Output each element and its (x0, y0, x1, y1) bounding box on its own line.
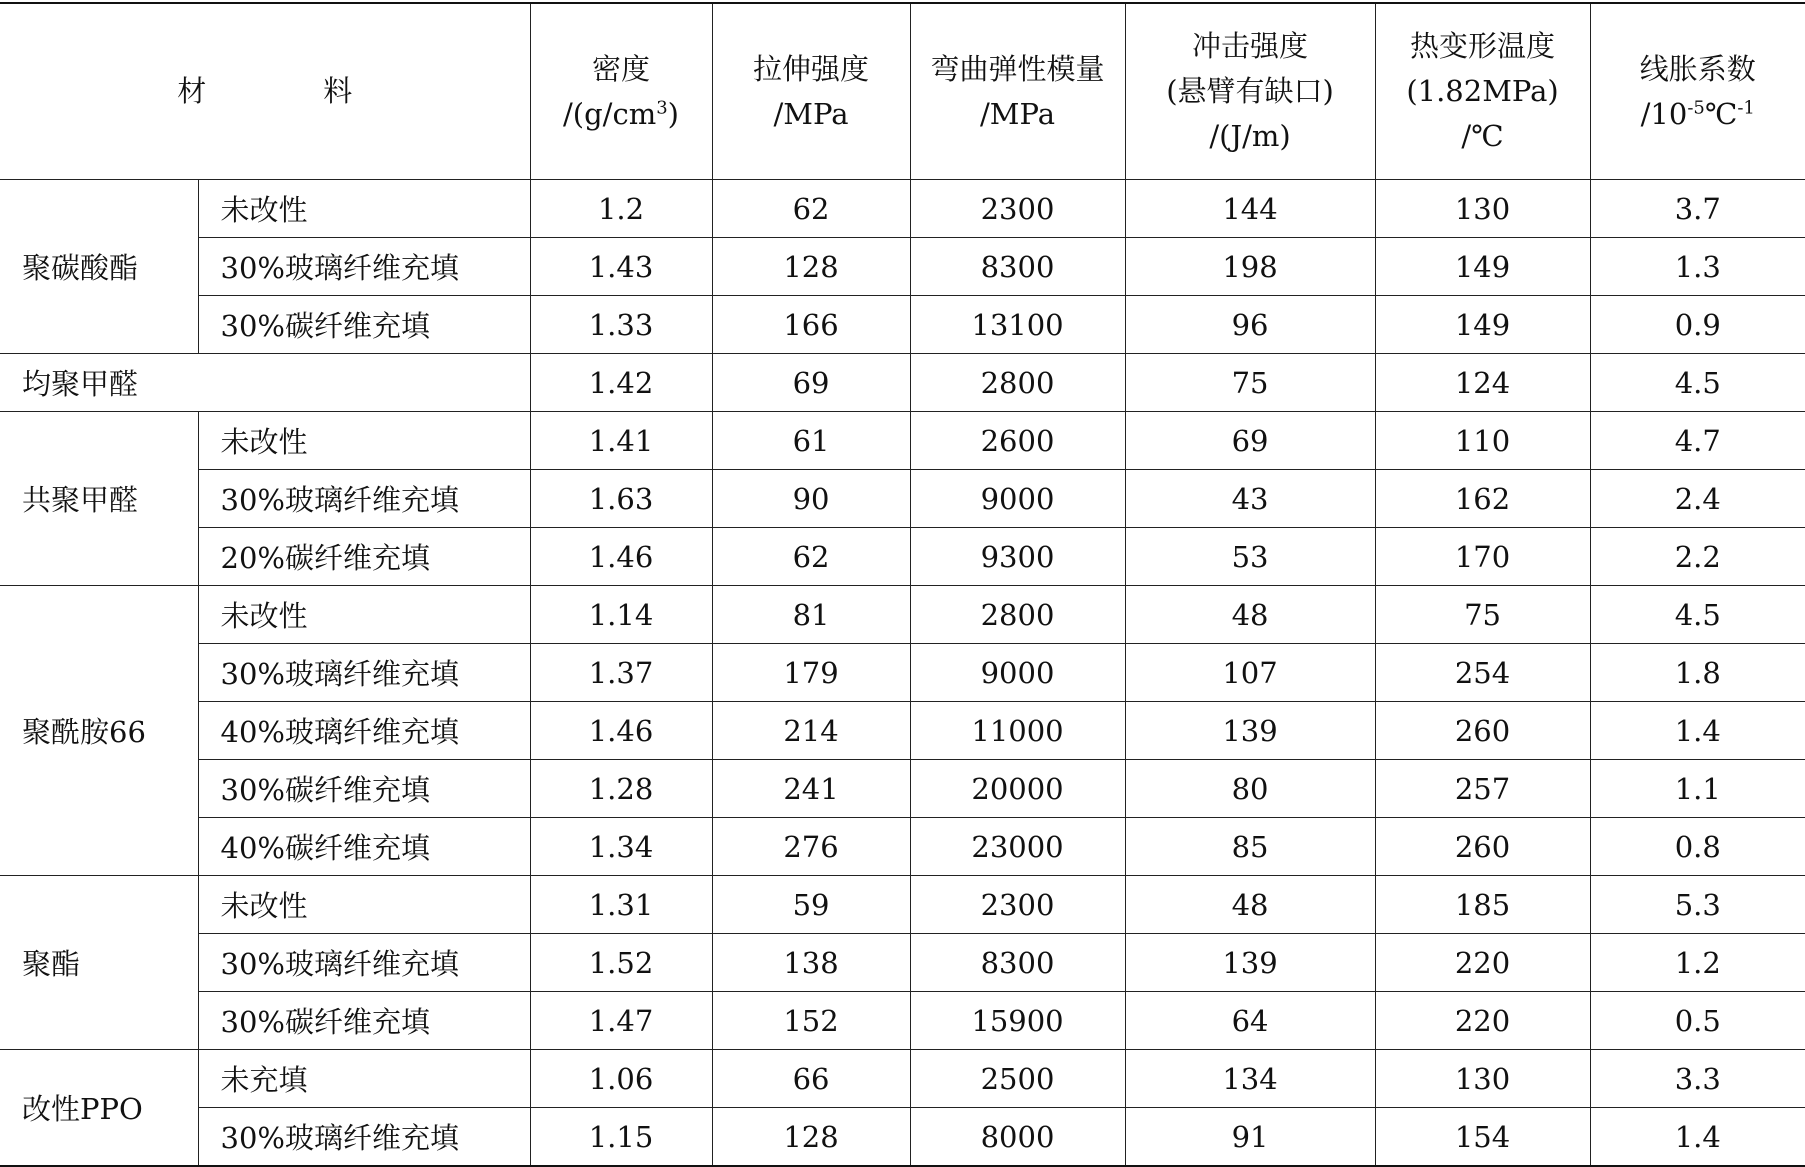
hdt-cell: 170 (1375, 528, 1590, 586)
material-variant-cell: 20%碳纤维充填 (198, 528, 530, 586)
cte-cell: 0.9 (1590, 296, 1805, 354)
header-tensile-strength: 拉伸强度 /MPa (712, 3, 910, 180)
cte-cell: 4.7 (1590, 412, 1805, 470)
hdt-cell: 149 (1375, 296, 1590, 354)
table-row (0, 992, 1805, 1050)
material-variant-cell: 30%玻璃纤维充填 (198, 238, 530, 296)
cte-cell: 1.4 (1590, 702, 1805, 760)
material-variant-cell: 30%玻璃纤维充填 (198, 1108, 530, 1167)
cte-cell: 2.2 (1590, 528, 1805, 586)
impact-cell: 48 (1125, 876, 1375, 934)
tensile-cell: 179 (712, 644, 910, 702)
table-row (0, 412, 1805, 470)
table-row (0, 586, 1805, 644)
material-group-cell: 聚酰胺66 (0, 586, 198, 876)
material-group-cell: 改性PPO (0, 1050, 198, 1167)
impact-cell: 144 (1125, 180, 1375, 238)
impact-cell: 134 (1125, 1050, 1375, 1108)
material-variant-cell: 未改性 (198, 412, 530, 470)
flexural-cell: 2800 (910, 354, 1125, 412)
cte-cell: 1.3 (1590, 238, 1805, 296)
cte-cell: 1.1 (1590, 760, 1805, 818)
density-cell: 1.31 (530, 876, 712, 934)
tensile-cell: 90 (712, 470, 910, 528)
flexural-cell: 13100 (910, 296, 1125, 354)
tensile-cell: 214 (712, 702, 910, 760)
hdt-cell: 220 (1375, 992, 1590, 1050)
flexural-cell: 20000 (910, 760, 1125, 818)
density-cell: 1.15 (530, 1108, 712, 1167)
table-row (0, 238, 1805, 296)
tensile-cell: 128 (712, 1108, 910, 1167)
material-group-cell: 共聚甲醛 (0, 412, 198, 586)
density-cell: 1.41 (530, 412, 712, 470)
cte-cell: 4.5 (1590, 586, 1805, 644)
cte-cell: 1.4 (1590, 1108, 1805, 1167)
impact-cell: 139 (1125, 702, 1375, 760)
header-flexural-modulus: 弯曲弹性模量 /MPa (910, 3, 1125, 180)
flexural-cell: 2300 (910, 180, 1125, 238)
header-material: 材 料 (0, 3, 530, 180)
cte-cell: 0.5 (1590, 992, 1805, 1050)
hdt-cell: 220 (1375, 934, 1590, 992)
hdt-cell: 154 (1375, 1108, 1590, 1167)
impact-cell: 107 (1125, 644, 1375, 702)
table-row (0, 296, 1805, 354)
material-variant-cell: 30%玻璃纤维充填 (198, 934, 530, 992)
material-variant-cell: 40%碳纤维充填 (198, 818, 530, 876)
material-group-cell: 均聚甲醛 (0, 354, 530, 412)
tensile-cell: 62 (712, 180, 910, 238)
tensile-cell: 241 (712, 760, 910, 818)
table-row (0, 702, 1805, 760)
header-heat-deflection-temp: 热变形温度 (1.82MPa) /℃ (1375, 3, 1590, 180)
header-impact-strength: 冲击强度 (悬臂有缺口) /(J/m) (1125, 3, 1375, 180)
flexural-cell: 8300 (910, 238, 1125, 296)
impact-cell: 64 (1125, 992, 1375, 1050)
hdt-cell: 162 (1375, 470, 1590, 528)
material-variant-cell: 未改性 (198, 180, 530, 238)
table-row (0, 876, 1805, 934)
flexural-cell: 2500 (910, 1050, 1125, 1108)
tensile-cell: 128 (712, 238, 910, 296)
flexural-cell: 11000 (910, 702, 1125, 760)
material-variant-cell: 40%玻璃纤维充填 (198, 702, 530, 760)
tensile-cell: 138 (712, 934, 910, 992)
impact-cell: 80 (1125, 760, 1375, 818)
impact-cell: 48 (1125, 586, 1375, 644)
tensile-cell: 166 (712, 296, 910, 354)
flexural-cell: 2800 (910, 586, 1125, 644)
impact-cell: 43 (1125, 470, 1375, 528)
density-cell: 1.52 (530, 934, 712, 992)
table-row (0, 818, 1805, 876)
hdt-cell: 260 (1375, 818, 1590, 876)
table-row (0, 934, 1805, 992)
material-variant-cell: 30%碳纤维充填 (198, 760, 530, 818)
header-linear-expansion: 线胀系数 $/10^{-5}℃^{-1}$ (1590, 3, 1805, 180)
hdt-cell: 130 (1375, 1050, 1590, 1108)
table-row (0, 354, 1805, 412)
cte-cell: 0.8 (1590, 818, 1805, 876)
tensile-cell: 61 (712, 412, 910, 470)
material-variant-cell: 30%玻璃纤维充填 (198, 644, 530, 702)
density-cell: 1.46 (530, 528, 712, 586)
hdt-cell: 149 (1375, 238, 1590, 296)
impact-cell: 139 (1125, 934, 1375, 992)
flexural-cell: 8000 (910, 1108, 1125, 1167)
tensile-cell: 62 (712, 528, 910, 586)
hdt-cell: 130 (1375, 180, 1590, 238)
flexural-cell: 15900 (910, 992, 1125, 1050)
material-properties-table (0, 2, 1805, 1167)
material-group-cell: 聚碳酸酯 (0, 180, 198, 354)
cte-cell: 1.8 (1590, 644, 1805, 702)
table-row (0, 470, 1805, 528)
header-row (0, 3, 1805, 180)
density-cell: 1.47 (530, 992, 712, 1050)
material-variant-cell: 未改性 (198, 586, 530, 644)
density-cell: 1.63 (530, 470, 712, 528)
flexural-cell: 2600 (910, 412, 1125, 470)
table-row (0, 760, 1805, 818)
density-cell: 1.43 (530, 238, 712, 296)
tensile-cell: 81 (712, 586, 910, 644)
tensile-cell: 276 (712, 818, 910, 876)
table-row (0, 644, 1805, 702)
header-density: 密度 $/(g/cm^3)$ (530, 3, 712, 180)
material-variant-cell: 30%玻璃纤维充填 (198, 470, 530, 528)
table-row (0, 528, 1805, 586)
density-cell: 1.2 (530, 180, 712, 238)
density-cell: 1.28 (530, 760, 712, 818)
material-variant-cell: 30%碳纤维充填 (198, 992, 530, 1050)
cte-cell: 2.4 (1590, 470, 1805, 528)
flexural-cell: 9000 (910, 644, 1125, 702)
impact-cell: 53 (1125, 528, 1375, 586)
impact-cell: 91 (1125, 1108, 1375, 1167)
cte-cell: 1.2 (1590, 934, 1805, 992)
density-cell: 1.37 (530, 644, 712, 702)
tensile-cell: 69 (712, 354, 910, 412)
density-cell: 1.33 (530, 296, 712, 354)
table-row (0, 1108, 1805, 1167)
density-cell: 1.06 (530, 1050, 712, 1108)
hdt-cell: 75 (1375, 586, 1590, 644)
table-row (0, 180, 1805, 238)
tensile-cell: 66 (712, 1050, 910, 1108)
material-variant-cell: 未改性 (198, 876, 530, 934)
density-cell: 1.14 (530, 586, 712, 644)
impact-cell: 198 (1125, 238, 1375, 296)
material-group-cell: 聚酯 (0, 876, 198, 1050)
impact-cell: 85 (1125, 818, 1375, 876)
impact-cell: 96 (1125, 296, 1375, 354)
tensile-cell: 152 (712, 992, 910, 1050)
impact-cell: 69 (1125, 412, 1375, 470)
flexural-cell: 9300 (910, 528, 1125, 586)
table-row (0, 1050, 1805, 1108)
flexural-cell: 8300 (910, 934, 1125, 992)
flexural-cell: 23000 (910, 818, 1125, 876)
hdt-cell: 110 (1375, 412, 1590, 470)
flexural-cell: 9000 (910, 470, 1125, 528)
hdt-cell: 254 (1375, 644, 1590, 702)
impact-cell: 75 (1125, 354, 1375, 412)
hdt-cell: 257 (1375, 760, 1590, 818)
flexural-cell: 2300 (910, 876, 1125, 934)
density-cell: 1.46 (530, 702, 712, 760)
density-cell: 1.34 (530, 818, 712, 876)
hdt-cell: 185 (1375, 876, 1590, 934)
hdt-cell: 124 (1375, 354, 1590, 412)
cte-cell: 4.5 (1590, 354, 1805, 412)
cte-cell: 3.3 (1590, 1050, 1805, 1108)
cte-cell: 3.7 (1590, 180, 1805, 238)
cte-cell: 5.3 (1590, 876, 1805, 934)
hdt-cell: 260 (1375, 702, 1590, 760)
tensile-cell: 59 (712, 876, 910, 934)
material-variant-cell: 30%碳纤维充填 (198, 296, 530, 354)
material-variant-cell: 未充填 (198, 1050, 530, 1108)
density-cell: 1.42 (530, 354, 712, 412)
